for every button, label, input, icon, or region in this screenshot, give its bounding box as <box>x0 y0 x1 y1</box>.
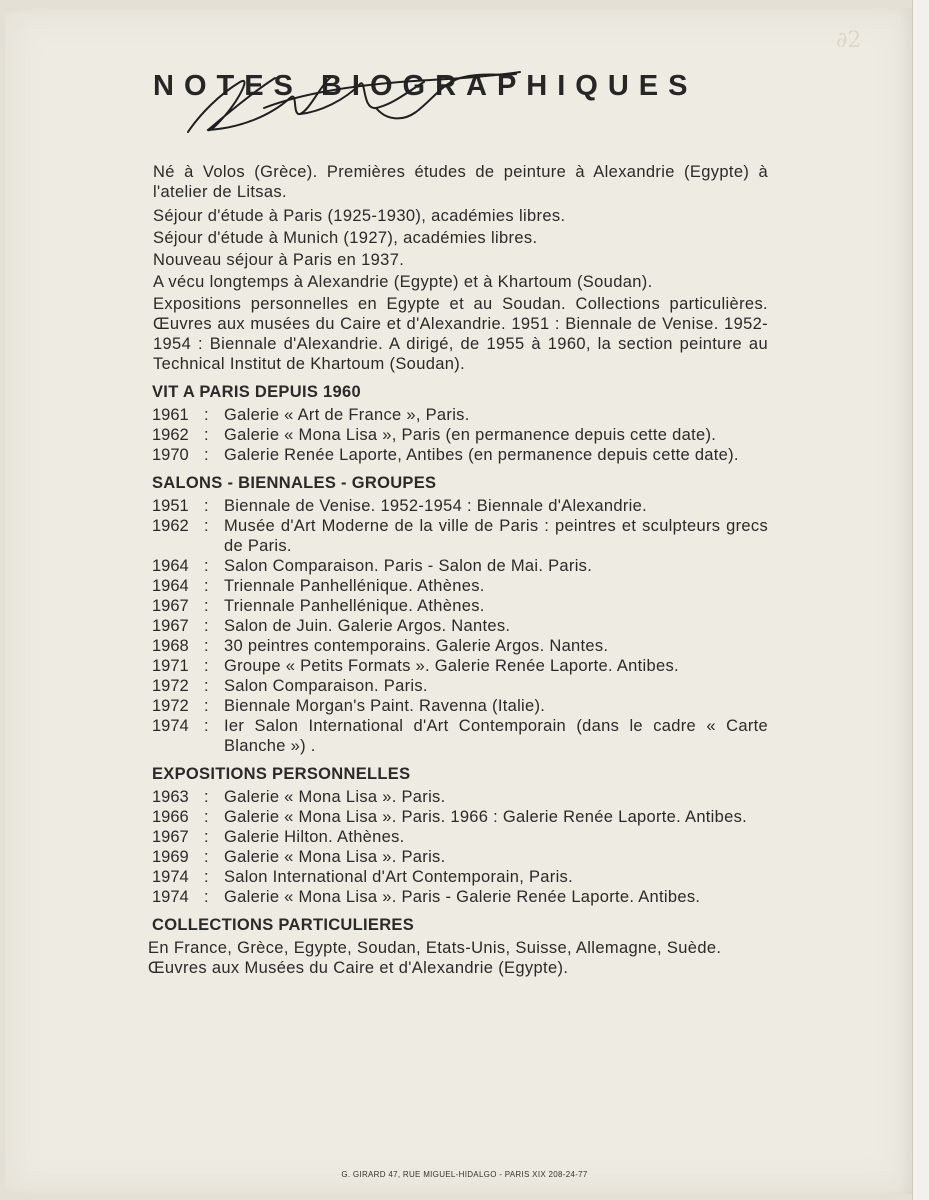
entry-text: Galerie Hilton. Athènes. <box>224 828 405 846</box>
entry-year: 1974 <box>152 888 189 906</box>
list-item: 1972 : Salon Comparaison. Paris. <box>152 676 768 696</box>
intro-paragraph: A vécu longtemps à Alexandrie (Egypte) et à Khartoum (Soudan). <box>153 273 653 291</box>
collections-text: En France, Grèce, Egypte, Soudan, Etats-Unis, Suisse, Allemagne, Suède. <box>148 939 722 957</box>
list-item: 1971 : Groupe « Petits Formats ». Galerie Renée Laporte. Antibes. <box>152 656 768 676</box>
collections-text: Œuvres aux Musées du Caire et d'Alexandrie (Egypte). <box>148 959 569 977</box>
biography-content <box>148 162 768 978</box>
entry-year: 1969 <box>152 848 189 866</box>
entry-year: 1967 <box>152 597 189 615</box>
entry-text: Galerie « Mona Lisa ». Paris - Galerie Renée Laporte. Antibes. <box>224 888 701 906</box>
entry-text: Galerie « Mona Lisa », Paris (en permanence depuis cette date). <box>224 426 717 444</box>
list-item: 1974 : Ier Salon International d'Art Contemporain (dans le cadre « Carte Blanche ») . <box>152 717 768 755</box>
entry-text: Ier Salon International d'Art Contemporain (dans le cadre « Carte Blanche ») . <box>224 717 768 755</box>
entry-year: 1967 <box>152 828 189 846</box>
intro-paragraph: Séjour d'étude à Munich (1927), académies libres. <box>153 229 538 247</box>
entry-year: 1964 <box>152 577 189 595</box>
intro-paragraph: Né à Volos (Grèce). Premières études de peinture à Alexandrie (Egypte) à l'atelier de Litsas. <box>153 163 768 201</box>
entry-text: Galerie Renée Laporte, Antibes (en permanence depuis cette date). <box>224 446 739 464</box>
entry-text: Salon International d'Art Contemporain, Paris. <box>224 868 573 886</box>
list-item: 1972 : Biennale Morgan's Paint. Ravenna (Italie). <box>152 696 768 716</box>
handwritten-signature <box>180 64 590 144</box>
entry-year: 1966 <box>152 808 189 826</box>
list-item: 1964 : Salon Comparaison. Paris - Salon de Mai. Paris. <box>152 556 768 576</box>
list-item: 1969 : Galerie « Mona Lisa ». Paris. <box>152 847 768 867</box>
list-item: 1964 : Triennale Panhellénique. Athènes. <box>152 576 768 596</box>
entry-year: 1963 <box>152 788 189 806</box>
section-heading: VIT A PARIS DEPUIS 1960 <box>152 383 361 401</box>
entry-year: 1967 <box>152 617 189 635</box>
entry-text: Musée d'Art Moderne de la ville de Paris : peintres et sculpteurs grecs de Paris. <box>224 517 768 555</box>
list-item: 1963 : Galerie « Mona Lisa ». Paris. <box>152 787 768 807</box>
list-item: 1967 : Salon de Juin. Galerie Argos. Nantes. <box>152 616 768 636</box>
list-item: 1967 : Triennale Panhellénique. Athènes. <box>152 596 768 616</box>
list-item: 1974 : Salon International d'Art Contemporain, Paris. <box>152 867 768 887</box>
page-edge <box>912 0 929 1200</box>
printer-footer: G. GIRARD 47, RUE MIGUEL-HIDALGO - PARIS XIX 208-24-77 <box>341 1170 588 1179</box>
intro-paragraph: Expositions personnelles en Egypte et au Soudan. Collections particulières. Œuvres aux musées du Caire et d'Alexandrie. 1951 : Biennale de Venise. 1952-1954 : Biennale d'Alexandrie. A dirigé, de 1955 à 1960, la section peinture au Technical Institut de Khartoum (Soudan). <box>153 295 768 373</box>
section-heading: EXPOSITIONS PERSONNELLES <box>152 765 411 783</box>
entry-year: 1968 <box>152 637 189 655</box>
entry-year: 1951 <box>152 497 189 515</box>
page-title: NOTES BIOGRAPHIQUES <box>153 70 698 102</box>
list-item: 1966 : Galerie « Mona Lisa ». Paris. 1966 : Galerie Renée Laporte. Antibes. <box>152 807 768 827</box>
entry-text: Galerie « Mona Lisa ». Paris. <box>224 848 446 866</box>
intro-paragraph: Séjour d'étude à Paris (1925-1930), académies libres. <box>153 207 566 225</box>
list-item: 1967 : Galerie Hilton. Athènes. <box>152 827 768 847</box>
entry-year: 1962 <box>152 517 189 535</box>
list-item: 1962 : Musée d'Art Moderne de la ville de Paris : peintres et sculpteurs grecs de Paris. <box>152 517 768 555</box>
entry-text: 30 peintres contemporains. Galerie Argos. Nantes. <box>224 637 609 655</box>
entry-text: Salon Comparaison. Paris - Salon de Mai. Paris. <box>224 557 593 575</box>
entry-year: 1964 <box>152 557 189 575</box>
list-item: 1970 : Galerie Renée Laporte, Antibes (en permanence depuis cette date). <box>152 445 768 465</box>
entry-text: Salon de Juin. Galerie Argos. Nantes. <box>224 617 511 635</box>
list-item: 1974 : Galerie « Mona Lisa ». Paris - Galerie Renée Laporte. Antibes. <box>152 887 768 907</box>
pencil-mark: ∂2 <box>836 28 862 53</box>
entry-year: 1974 <box>152 717 189 735</box>
list-item: 1951 : Biennale de Venise. 1952-1954 : Biennale d'Alexandrie. <box>152 496 768 516</box>
intro-paragraph: Nouveau séjour à Paris en 1937. <box>153 251 405 269</box>
entry-year: 1970 <box>152 446 189 464</box>
entry-text: Galerie « Mona Lisa ». Paris. <box>224 788 446 806</box>
entry-text: Biennale Morgan's Paint. Ravenna (Italie). <box>224 697 546 715</box>
entry-text: Groupe « Petits Formats ». Galerie Renée Laporte. Antibes. <box>224 657 679 675</box>
entry-year: 1971 <box>152 657 189 675</box>
entry-text: Triennale Panhellénique. Athènes. <box>224 577 485 595</box>
entry-text: Galerie « Mona Lisa ». Paris. 1966 : Galerie Renée Laporte. Antibes. <box>224 808 748 826</box>
entry-year: 1972 <box>152 677 189 695</box>
entry-text: Galerie « Art de France », Paris. <box>224 406 470 424</box>
list-item: 1961 : Galerie « Art de France », Paris. <box>152 405 768 425</box>
entry-text: Salon Comparaison. Paris. <box>224 677 428 695</box>
section-heading: SALONS - BIENNALES - GROUPES <box>152 474 437 492</box>
entry-year: 1974 <box>152 868 189 886</box>
entry-year: 1962 <box>152 426 189 444</box>
list-item: 1968 : 30 peintres contemporains. Galerie Argos. Nantes. <box>152 636 768 656</box>
section-heading: COLLECTIONS PARTICULIERES <box>152 916 415 934</box>
entry-text: Triennale Panhellénique. Athènes. <box>224 597 485 615</box>
entry-year: 1972 <box>152 697 189 715</box>
entry-year: 1961 <box>152 406 189 424</box>
entry-text: Biennale de Venise. 1952-1954 : Biennale d'Alexandrie. <box>224 497 647 515</box>
list-item: 1962 : Galerie « Mona Lisa », Paris (en permanence depuis cette date). <box>152 425 768 445</box>
